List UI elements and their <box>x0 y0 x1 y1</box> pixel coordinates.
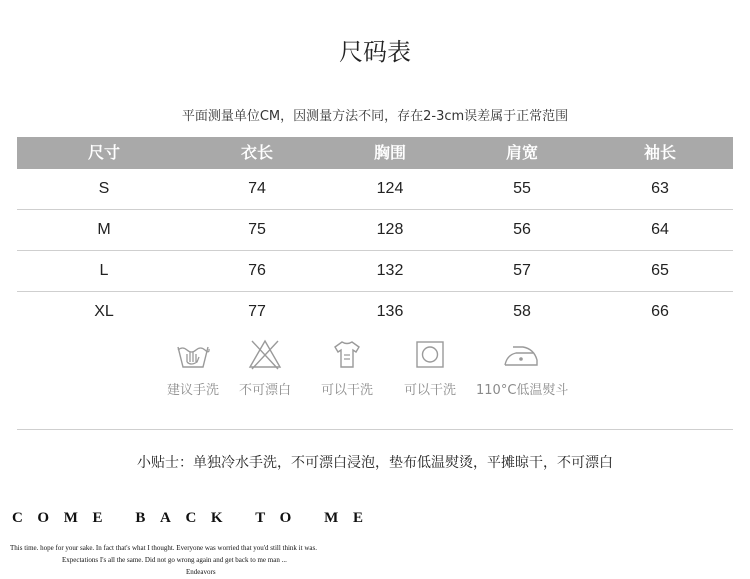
sleeve-cell: 66 <box>651 303 669 320</box>
slogan-line: Expectations I's all the same. Did not go wrong again and get back to me man ... <box>62 556 287 564</box>
shoulder-cell: 57 <box>513 262 531 279</box>
page-title: 尺码表 <box>339 38 411 66</box>
shoulder-cell: 58 <box>513 303 531 320</box>
header-length: 衣长 <box>240 143 273 162</box>
size-table <box>17 137 733 332</box>
care-instructions <box>0 338 750 398</box>
length-cell: 74 <box>248 180 266 197</box>
length-cell: 76 <box>248 262 266 279</box>
table-header <box>17 137 733 169</box>
size-cell: M <box>97 221 111 238</box>
header-size: 尺寸 <box>87 143 120 162</box>
care-label: 建议手洗 <box>166 383 219 398</box>
tumble-dry-icon <box>412 338 448 370</box>
header-shoulder: 肩宽 <box>505 143 538 162</box>
size-cell: S <box>98 180 110 197</box>
chest-cell: 132 <box>376 262 404 279</box>
slogan-line: This time. hope for your sake. In fact that's what I thought. Everyone was worried that you'd still think it was. <box>10 544 317 552</box>
length-cell: 75 <box>248 221 266 238</box>
slogan-line: Endeavors <box>186 568 216 576</box>
table-row <box>17 210 733 251</box>
sleeve-cell: 65 <box>651 262 669 279</box>
hang-dry-icon <box>329 338 365 370</box>
care-label: 不可漂白 <box>238 383 291 398</box>
divider <box>17 429 733 430</box>
table-row <box>17 169 733 210</box>
measurement-note: 平面测量单位CM，因测量方法不同，存在2-3cm误差属于正常范围 <box>181 109 569 124</box>
size-cell: XL <box>94 303 114 320</box>
shoulder-cell: 56 <box>513 221 531 238</box>
chest-cell: 124 <box>376 180 404 197</box>
header-sleeve: 袖长 <box>643 143 676 162</box>
table-row <box>17 292 733 332</box>
care-tip: 小贴士：单独冷水手洗，不可漂白浸泡，垫布低温熨烫，平摊晾干，不可漂白 <box>137 455 613 471</box>
shoulder-cell: 55 <box>513 180 531 197</box>
header-chest: 胸围 <box>373 143 406 162</box>
table-row <box>17 251 733 292</box>
care-item <box>220 338 310 398</box>
care-label: 可以干洗 <box>403 383 456 398</box>
chest-cell: 128 <box>376 221 404 238</box>
size-cell: L <box>99 262 109 279</box>
hand-wash-icon <box>175 338 211 370</box>
iron-icon <box>501 338 541 370</box>
no-bleach-icon <box>247 338 283 370</box>
care-label: 110°C低温熨斗 <box>476 383 569 398</box>
sleeve-cell: 64 <box>651 221 669 238</box>
care-item <box>302 338 392 398</box>
care-item <box>476 338 569 398</box>
length-cell: 77 <box>248 303 266 320</box>
chest-cell: 136 <box>376 303 404 320</box>
care-item <box>385 338 475 398</box>
care-label: 可以干洗 <box>320 383 373 398</box>
slogan-heading: COME BACK TO ME <box>12 510 378 526</box>
sleeve-cell: 63 <box>651 180 669 197</box>
